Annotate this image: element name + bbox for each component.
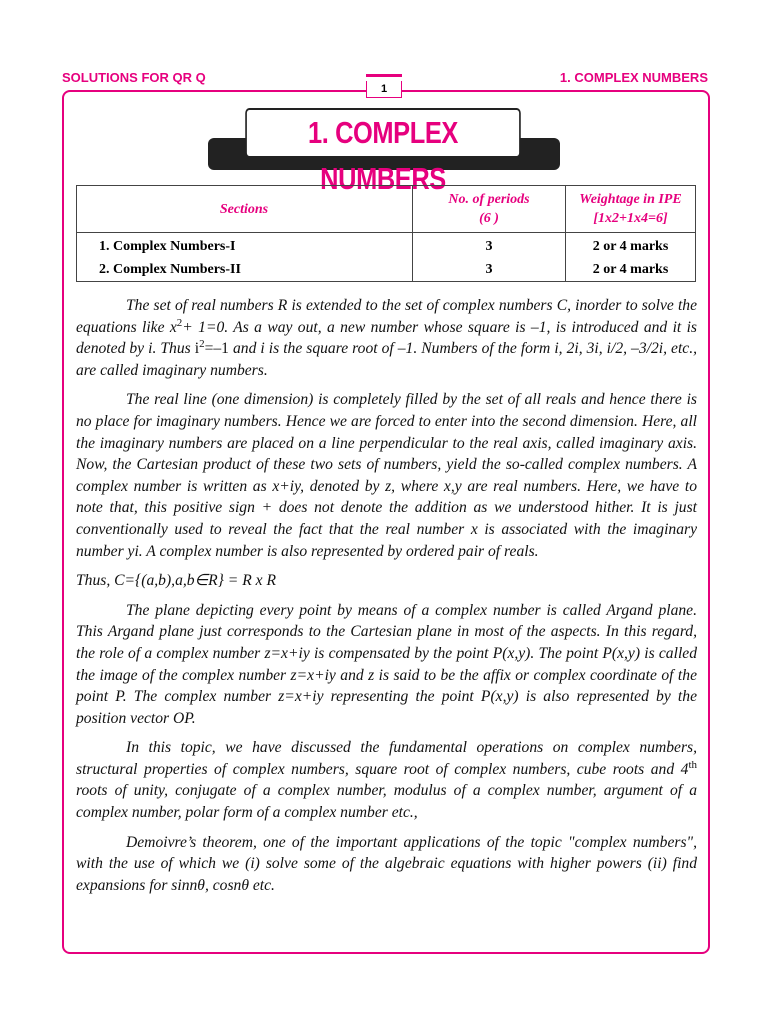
text: and i is the square root of –1. Numbers of the form i, 2i, 3i, i/2, –3/2i, etc., are called imaginary numbers. [76, 340, 698, 379]
paragraph-argand-plane: The plane depicting every point by means of a complex number is called Argand plane. This Argand plane just corresponds to the Cartesian plane in most of the aspects. In this regard, the role of a complex number z=x+iy is compensated by the point P(x,y). The point P(x,y) is called the image of the complex number z=x+iy and z is said to be the affix or complex coordinate of the point P. The complex number z=x+iy representing the point P(x,y) is also represented by the position vector OP. [76, 601, 697, 727]
cell-weightage: 2 or 4 marks [566, 258, 696, 282]
header-periods [413, 186, 566, 233]
running-header-left: SOLUTIONS FOR QR Q [62, 70, 206, 85]
header-sections: Sections [77, 186, 413, 233]
header-weightage-formula: [1x2+1x4=6] [593, 211, 668, 226]
page-number-box [366, 74, 402, 101]
superscript: 2 [199, 338, 205, 350]
text: roots of unity, conjugate of a complex number, modulus of a complex number, argument of a complex number, polar form of a complex number etc., [76, 782, 697, 822]
page-number: 1 [366, 81, 402, 98]
superscript: th [688, 758, 697, 771]
cell-section: 2. Complex Numbers-II [77, 258, 413, 282]
table-row [77, 233, 696, 259]
text: The set of real numbers R is extended to the set of complex numbers C, inorder to solve the equations like x [76, 297, 697, 336]
text: In this topic, we have discussed the fundamental operations on complex numbers, structural properties of complex numbers, square root of complex numbers, cube roots and 4 [76, 739, 697, 778]
text: + 1=0. As a way out, a new number whose square is –1, is introduced and it is denoted by i. Thus [76, 318, 697, 358]
cell-periods: 3 [413, 233, 566, 259]
header-periods-count: (6 ) [479, 211, 499, 226]
table-row [77, 258, 696, 282]
body-text [76, 295, 697, 904]
cell-periods: 3 [413, 258, 566, 282]
paragraph-real-line: The real line (one dimension) is completely filled by the set of all reals and hence there is no place for imaginary numbers. Hence we are forced to enter into the second dimension. Here, all the imaginary numbers are placed on a line perpendicular to the real axis, called imaginary axis. Now, the Cartesian product of these two sets of numbers, yield the so-called complex numbers. A complex number is written as x+iy, denoted by z, where x,y are real numbers. Here, we have to note that, this positive sign + does not denote the addition as we understood hither. It is just conventionally used to reveal the fact that the real number x is associated with the imaginary number yi. A complex number is also represented by ordered pair of reals. [76, 391, 697, 560]
text: =–1 [204, 340, 229, 358]
paragraph-demoivre: Demoivre’s theorem, one of the important applications of the topic "complex numbers", with the use of which we (i) solve some of the algebraic equations with higher powers (ii) find expansions for sinnθ, cosnθ etc. [76, 833, 697, 894]
cell-weightage: 2 or 4 marks [566, 233, 696, 259]
chapter-title: 1. COMPLEX NUMBERS [245, 108, 521, 158]
text: i [194, 340, 200, 358]
paragraph-intro [76, 295, 697, 381]
sections-table [76, 185, 696, 282]
superscript: 2 [176, 316, 183, 329]
header-weightage [566, 186, 696, 233]
cell-section: 1. Complex Numbers-I [77, 233, 413, 259]
paragraph-set-definition: Thus, C={(a,b),a,b∈R} = R x R [76, 572, 276, 590]
header-periods-label: No. of periods [448, 192, 530, 207]
paragraph-topics [76, 737, 697, 823]
header-weightage-label: Weightage in IPE [579, 192, 682, 207]
running-header-right: 1. COMPLEX NUMBERS [559, 70, 708, 85]
table-header-row [77, 186, 696, 233]
